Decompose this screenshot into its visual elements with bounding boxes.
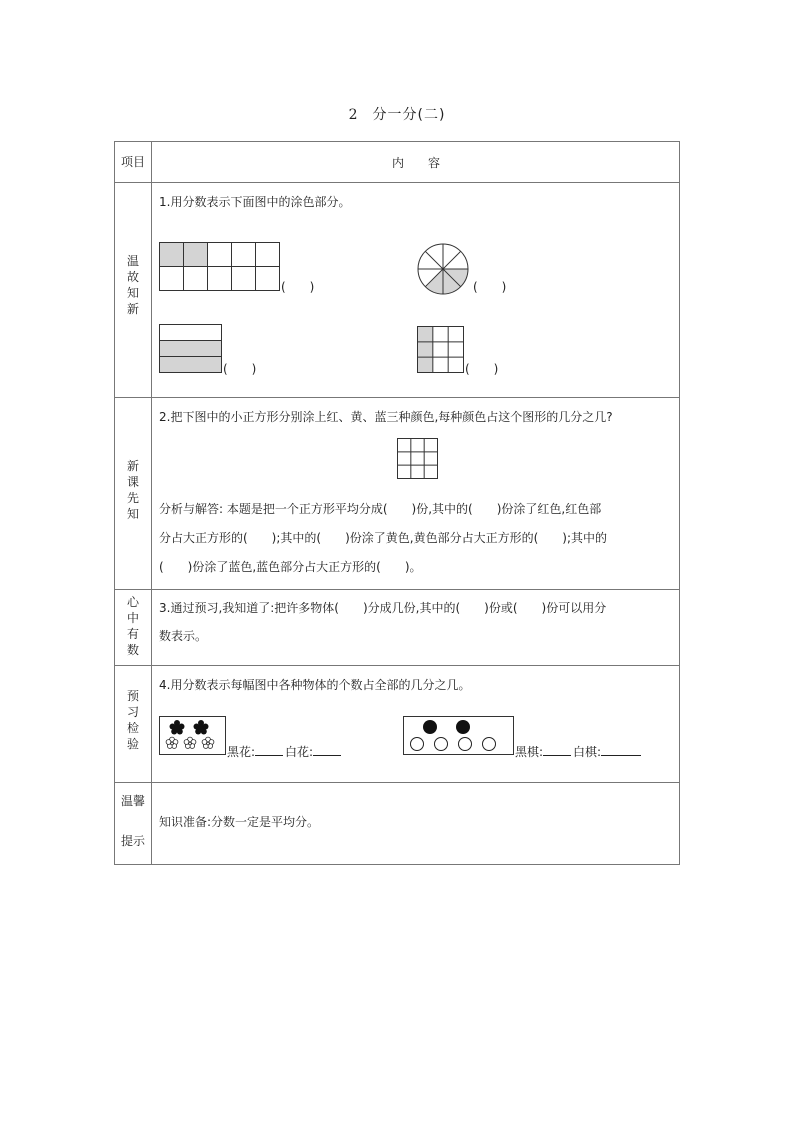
answer-blank-4[interactable]: ( ) [465, 362, 499, 376]
black-chess-label: 黑棋: [515, 745, 544, 759]
worksheet-table [114, 141, 680, 865]
section-label-newlesson: 新 课 先 知 [126, 459, 139, 521]
title-text: 分一分(二) [372, 107, 446, 123]
white-flower-label: 白花: [285, 745, 314, 759]
black-flower-blank[interactable] [255, 744, 283, 756]
title-number: 2 [348, 107, 359, 123]
header-item: 项目 [120, 155, 145, 169]
white-flower-blank[interactable] [313, 744, 341, 756]
section-preview [115, 666, 679, 783]
flower-answers [227, 743, 341, 760]
white-chess-icon [483, 738, 496, 751]
figure-circle-eighths [415, 241, 471, 297]
section-review [115, 183, 679, 398]
section-label-heart: 心 中 有 数 [126, 595, 139, 657]
chess-answers [515, 743, 641, 760]
column-divider [151, 142, 152, 864]
figure-flowers [159, 716, 227, 756]
tip-text: 知识准备:分数一定是平均分。 [159, 815, 320, 829]
section-heart [115, 590, 679, 666]
analysis-line-1: 分析与解答: 本题是把一个正方形平均分成( )份,其中的( )份涂了红色,红色部 [159, 502, 602, 516]
answer-blank-2[interactable]: ( ) [473, 280, 507, 294]
white-flower-icon [166, 737, 178, 748]
black-chess-icon [456, 720, 470, 734]
white-flower-icon [184, 737, 196, 748]
white-chess-label: 白棋: [573, 745, 602, 759]
section-label-review: 温 故 知 新 [126, 254, 139, 316]
question-2: 2.把下图中的小正方形分别涂上红、黄、蓝三种颜色,每种颜色占这个图形的几分之几? [159, 410, 613, 424]
white-flower-icon [202, 737, 214, 748]
analysis-line-3: ( )份涂了蓝色,蓝色部分占大正方形的( )。 [159, 560, 422, 574]
figure-strips-3 [159, 324, 223, 374]
page-title [0, 104, 794, 124]
question-3-line-1: 3.通过预习,我知道了:把许多物体( )分成几份,其中的( )份或( )份可以用分 [159, 601, 607, 615]
black-chess-blank[interactable] [543, 744, 571, 756]
black-flower-icon [170, 720, 185, 735]
white-chess-icon [435, 738, 448, 751]
question-3-line-2: 数表示。 [159, 629, 208, 643]
section-newlesson [115, 398, 679, 590]
header-content: 内 容 [391, 156, 440, 170]
answer-blank-1[interactable]: ( ) [281, 280, 315, 294]
header-row [115, 142, 679, 183]
question-1: 1.用分数表示下面图中的涂色部分。 [159, 195, 351, 209]
section-tip [115, 783, 679, 866]
section-label-tip-2: 提示 [120, 834, 145, 848]
black-flower-icon [194, 720, 209, 735]
figure-square-nine [417, 326, 465, 374]
figure-rect-grid-10 [159, 242, 281, 292]
section-label-preview: 预 习 检 验 [126, 689, 139, 751]
figure-chess-pieces [403, 716, 515, 756]
question-4: 4.用分数表示每幅图中各种物体的个数占全部的几分之几。 [159, 678, 471, 692]
white-chess-icon [411, 738, 424, 751]
analysis-line-2: 分占大正方形的( );其中的( )份涂了黄色,黄色部分占大正方形的( );其中的 [159, 531, 607, 545]
white-chess-blank[interactable] [601, 744, 641, 756]
black-chess-icon [423, 720, 437, 734]
figure-nine-squares [397, 438, 439, 480]
black-flower-label: 黑花: [227, 745, 256, 759]
answer-blank-3[interactable]: ( ) [223, 362, 257, 376]
white-chess-icon [459, 738, 472, 751]
section-label-tip-1: 温馨 [120, 794, 145, 808]
